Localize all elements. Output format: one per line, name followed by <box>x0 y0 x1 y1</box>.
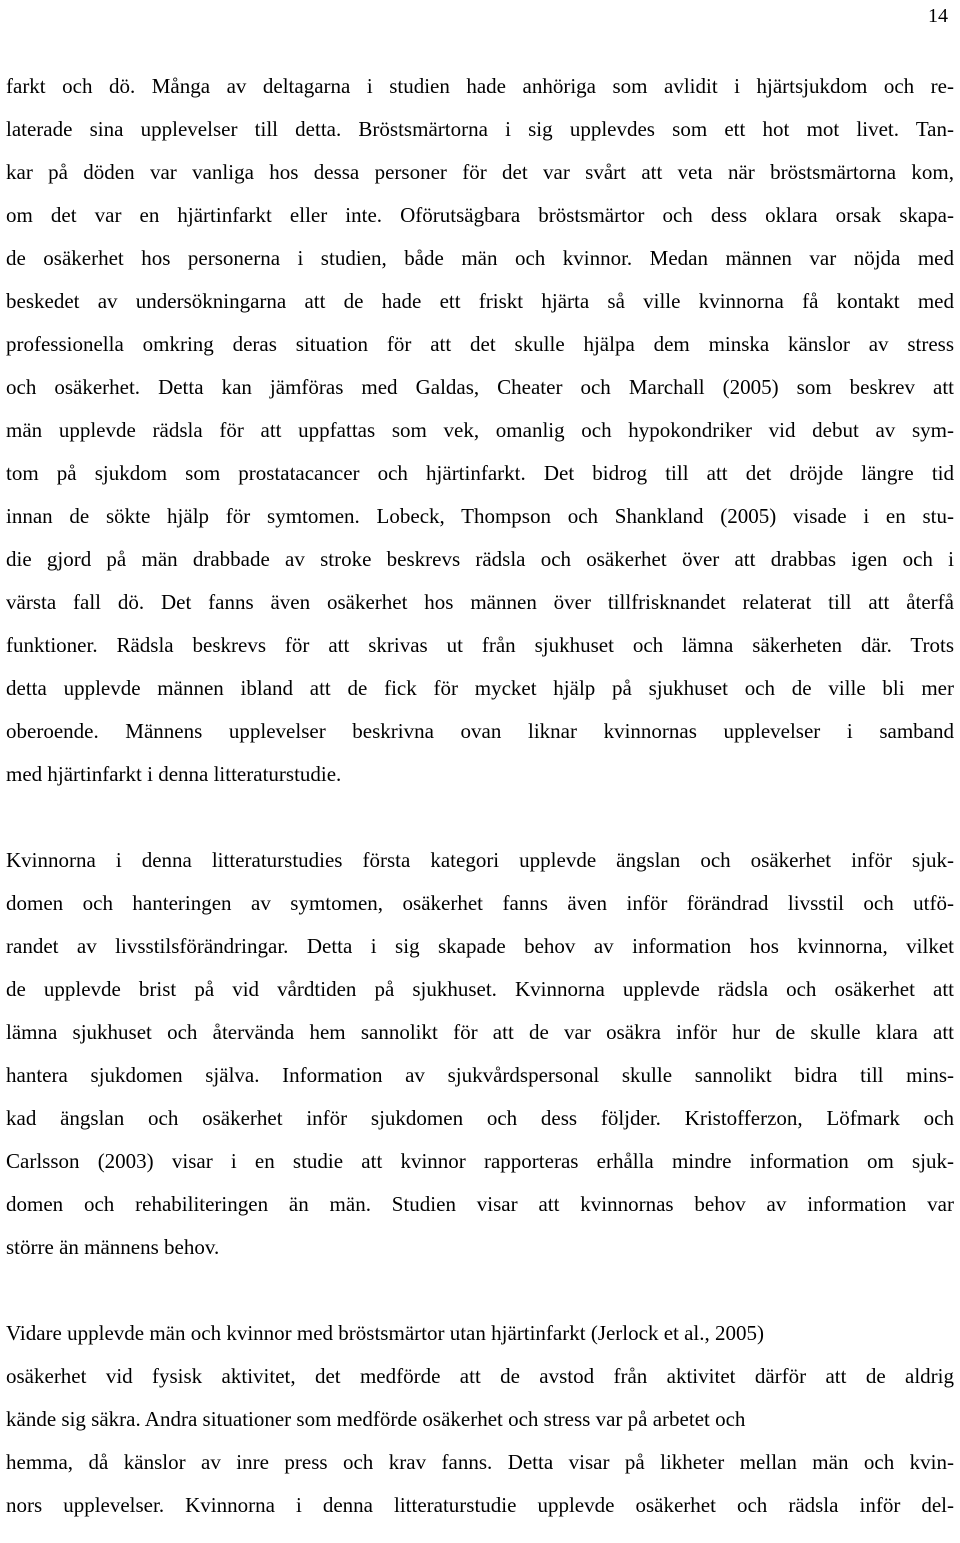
text-line: män upplevde rädsla för att uppfattas som vek, omanlig och hypokondriker vid debut av sym- <box>6 418 954 442</box>
text-line: beskedet av undersökningarna att de hade ett friskt hjärta så ville kvinnorna få kontakt med <box>6 289 954 313</box>
text-line: randet av livsstilsförändringar. Detta i sig skapade behov av information hos kvinnorna, vilket <box>6 934 954 958</box>
text-line: kar på döden var vanliga hos dessa personer för det var svårt att veta när bröstsmärtorna kom, <box>6 160 954 184</box>
text-line: hemma, då känslor av inre press och krav fanns. Detta visar på likheter mellan män och kvin- <box>6 1450 954 1474</box>
text-line: Carlsson (2003) visar i en studie att kvinnor rapporteras erhålla mindre information om sjuk- <box>6 1149 954 1173</box>
text-line: kände sig säkra. Andra situationer som medförde osäkerhet och stress var på arbetet och <box>6 1407 746 1431</box>
text-line: laterade sina upplevelser till detta. Bröstsmärtorna i sig upplevdes som ett hot mot livet. Tan- <box>6 117 954 141</box>
text-line: med hjärtinfarkt i denna litteraturstudie. <box>6 762 342 786</box>
text-line: nors upplevelser. Kvinnorna i denna litteraturstudie upplevde osäkerhet och rädsla inför del- <box>6 1493 954 1517</box>
text-line: Kvinnorna i denna litteraturstudies första kategori upplevde ängslan och osäkerhet inför sjuk- <box>6 848 954 872</box>
text-line: om det var en hjärtinfarkt eller inte. Oförutsägbara bröstsmärtor och dess oklara orsak skapa- <box>6 203 954 227</box>
text-line: domen och rehabiliteringen än män. Studien visar att kvinnornas behov av information var <box>6 1192 954 1216</box>
text-line: lämna sjukhuset och återvända hem sannolikt för att de var osäkra inför hur de skulle klara att <box>6 1020 954 1044</box>
text-line: kad ängslan och osäkerhet inför sjukdomen och dess följder. Kristofferzon, Löfmark och <box>6 1106 954 1130</box>
text-line: och osäkerhet. Detta kan jämföras med Galdas, Cheater och Marchall (2005) som beskrev att <box>6 375 954 399</box>
text-line: detta upplevde männen ibland att de fick för mycket hjälp på sjukhuset och de ville bli mer <box>6 676 954 700</box>
text-line: värsta fall dö. Det fanns även osäkerhet hos männen över tillfrisknandet relaterat till att återfå <box>6 590 954 614</box>
text-line: de osäkerhet hos personerna i studien, både män och kvinnor. Medan männen var nöjda med <box>6 246 954 270</box>
text-line: oberoende. Männens upplevelser beskrivna ovan liknar kvinnornas upplevelser i samband <box>6 719 954 743</box>
text-line: tom på sjukdom som prostatacancer och hjärtinfarkt. Det bidrog till att det dröjde längre tid <box>6 461 954 485</box>
text-line: innan de sökte hjälp för symtomen. Lobeck, Thompson och Shankland (2005) visade i en stu- <box>6 504 954 528</box>
text-line: de upplevde brist på vid vårdtiden på sjukhuset. Kvinnorna upplevde rädsla och osäkerhet att <box>6 977 954 1001</box>
page-number: 14 <box>928 5 948 27</box>
text-line: hantera sjukdomen själva. Information av sjukvårdspersonal skulle sannolikt bidra till mins- <box>6 1063 954 1087</box>
text-line: domen och hanteringen av symtomen, osäkerhet fanns även inför förändrad livsstil och utfö- <box>6 891 954 915</box>
text-line: större än männens behov. <box>6 1235 220 1259</box>
text-line: osäkerhet vid fysisk aktivitet, det medförde att de avstod från aktivitet därför att de aldrig <box>6 1364 954 1388</box>
text-line: professionella omkring deras situation för att det skulle hjälpa dem minska känslor av stress <box>6 332 954 356</box>
text-line: funktioner. Rädsla beskrevs för att skrivas ut från sjukhuset och lämna säkerheten där. Trots <box>6 633 954 657</box>
text-line: die gjord på män drabbade av stroke beskrevs rädsla och osäkerhet över att drabbas igen och i <box>6 547 954 571</box>
text-line: farkt och dö. Många av deltagarna i studien hade anhöriga som avlidit i hjärtsjukdom och re- <box>6 74 954 98</box>
text-line: Vidare upplevde män och kvinnor med bröstsmärtor utan hjärtinfarkt (Jerlock et al., 2005) <box>6 1321 765 1345</box>
